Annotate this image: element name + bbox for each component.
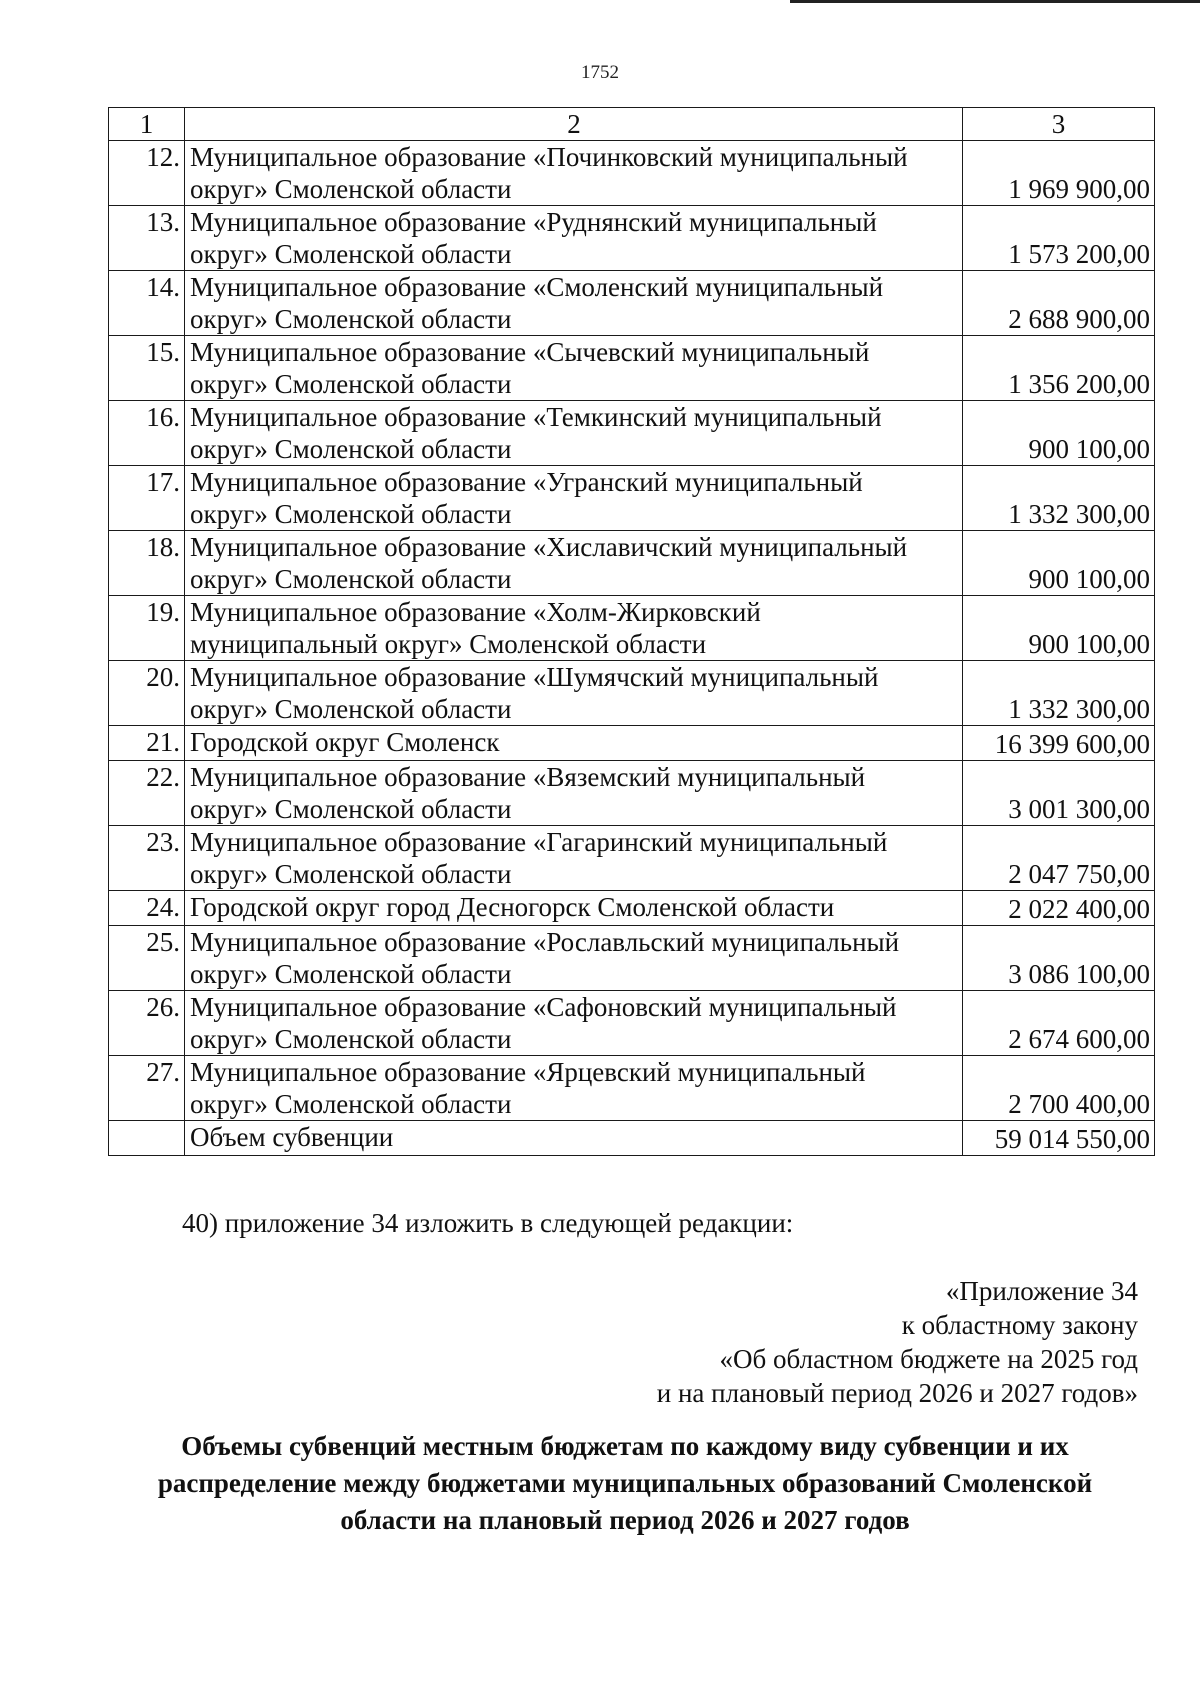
row-number: 18. [109,531,185,596]
total-row [109,1121,1155,1156]
subvention-amount: 2 047 750,00 [963,826,1155,891]
municipality-name-line: округ» Смоленской области [190,564,512,594]
table-header-row [109,108,1155,141]
table-row [109,141,1155,206]
table-row [109,761,1155,826]
table-row [109,1056,1155,1121]
municipality-name [185,891,963,926]
subvention-amount: 3 001 300,00 [963,761,1155,826]
subvention-amount: 2 700 400,00 [963,1056,1155,1121]
appendix-line: «Об областном бюджете на 2025 год [719,1344,1138,1374]
table-row [109,596,1155,661]
municipality-name-line: Муниципальное образование «Вяземский муниципальный [190,762,866,792]
table-row [109,401,1155,466]
row-number: 19. [109,596,185,661]
appendix-line: к областному закону [901,1310,1138,1340]
municipality-name-line: округ» Смоленской области [190,369,512,399]
title-line: Объемы субвенций местным бюджетам по каждому виду субвенции и их [181,1431,1069,1461]
municipality-name [185,1056,963,1121]
municipality-name-line: округ» Смоленской области [190,694,512,724]
subvention-amount: 1 332 300,00 [963,466,1155,531]
municipality-name-line: Муниципальное образование «Шумячский муниципальный [190,662,879,692]
municipality-name [185,726,963,761]
subvention-amount: 1 332 300,00 [963,661,1155,726]
municipality-name [185,466,963,531]
subvention-amount: 1 969 900,00 [963,141,1155,206]
appendix-reference [438,1274,1138,1410]
header-col-1: 1 [109,108,185,141]
subvention-table [108,107,1155,1156]
row-number: 21. [109,726,185,761]
municipality-name [185,401,963,466]
table-row [109,336,1155,401]
municipality-name-line: округ» Смоленской области [190,434,512,464]
municipality-name-line: Муниципальное образование «Ярцевский муниципальный [190,1057,866,1087]
row-number: 24. [109,891,185,926]
municipality-name-line: Муниципальное образование «Гагаринский муниципальный [190,827,888,857]
header-col-2: 2 [185,108,963,141]
subvention-amount: 900 100,00 [963,531,1155,596]
title-line: области на плановый период 2026 и 2027 годов [340,1505,910,1535]
municipality-name-line: Муниципальное образование «Рославльский муниципальный [190,927,900,957]
subvention-amount: 1 573 200,00 [963,206,1155,271]
subvention-amount: 2 674 600,00 [963,991,1155,1056]
subvention-amount: 900 100,00 [963,596,1155,661]
municipality-name [185,206,963,271]
table-row [109,926,1155,991]
scan-edge-line [790,0,1200,3]
municipality-name [185,826,963,891]
subvention-amount: 1 356 200,00 [963,336,1155,401]
municipality-name-line: округ» Смоленской области [190,499,512,529]
municipality-name-line: муниципальный округ» Смоленской области [190,629,707,659]
table-row [109,726,1155,761]
table-row [109,206,1155,271]
row-number: 23. [109,826,185,891]
municipality-name [185,661,963,726]
municipality-name [185,336,963,401]
municipality-name [185,271,963,336]
table-row [109,466,1155,531]
municipality-name-line: округ» Смоленской области [190,859,512,889]
municipality-name-line: округ» Смоленской области [190,239,512,269]
appendix-line: «Приложение 34 [945,1276,1138,1306]
header-col-3: 3 [963,108,1155,141]
municipality-name-line: округ» Смоленской области [190,174,512,204]
municipality-name-line: округ» Смоленской области [190,304,512,334]
table-row [109,661,1155,726]
row-number: 16. [109,401,185,466]
municipality-name [185,596,963,661]
row-number: 12. [109,141,185,206]
municipality-name-line: Городской округ город Десногорск Смоленской области [190,892,835,922]
subvention-amount: 3 086 100,00 [963,926,1155,991]
municipality-name-line: Муниципальное образование «Руднянский муниципальный [190,207,877,237]
municipality-name [185,761,963,826]
municipality-name [185,531,963,596]
municipality-name [185,991,963,1056]
page-number: 1752 [581,62,619,83]
table-row [109,826,1155,891]
table-row [109,891,1155,926]
row-number: 26. [109,991,185,1056]
row-number: 20. [109,661,185,726]
municipality-name-line: округ» Смоленской области [190,1089,512,1119]
municipality-name-line: Муниципальное образование «Хиславичский муниципальный [190,532,908,562]
subvention-amount: 16 399 600,00 [963,726,1155,761]
row-number: 22. [109,761,185,826]
total-label: Объем субвенции [185,1121,963,1156]
row-number: 14. [109,271,185,336]
municipality-name [185,141,963,206]
municipality-name-line: Муниципальное образование «Угранский муниципальный [190,467,863,497]
table-row [109,271,1155,336]
row-number: 13. [109,206,185,271]
municipality-name-line: Муниципальное образование «Темкинский муниципальный [190,402,882,432]
row-number: 17. [109,466,185,531]
table-row [109,531,1155,596]
total-amount: 59 014 550,00 [963,1121,1155,1156]
subvention-amount: 2 688 900,00 [963,271,1155,336]
table-row [109,991,1155,1056]
row-number: 15. [109,336,185,401]
municipality-name [185,926,963,991]
row-number: 25. [109,926,185,991]
municipality-name-line: Муниципальное образование «Сычевский муниципальный [190,337,870,367]
municipality-name-line: Муниципальное образование «Починковский муниципальный [190,142,908,172]
municipality-name-line: округ» Смоленской области [190,1024,512,1054]
municipality-name-line: Муниципальное образование «Смоленский муниципальный [190,272,884,302]
subvention-amount: 900 100,00 [963,401,1155,466]
municipality-name-line: Муниципальное образование «Сафоновский муниципальный [190,992,897,1022]
municipality-name-line: Городской округ Смоленск [190,727,500,757]
amendment-paragraph: 40) приложение 34 изложить в следующей редакции: [182,1208,794,1238]
municipality-name-line: Муниципальное образование «Холм-Жирковский [190,597,761,627]
total-number [109,1121,185,1156]
municipality-name-line: округ» Смоленской области [190,794,512,824]
section-title [110,1428,1140,1539]
appendix-line: и на плановый период 2026 и 2027 годов» [656,1378,1138,1408]
municipality-name-line: округ» Смоленской области [190,959,512,989]
row-number: 27. [109,1056,185,1121]
subvention-amount: 2 022 400,00 [963,891,1155,926]
title-line: распределение между бюджетами муниципальных образований Смоленской [157,1468,1093,1498]
